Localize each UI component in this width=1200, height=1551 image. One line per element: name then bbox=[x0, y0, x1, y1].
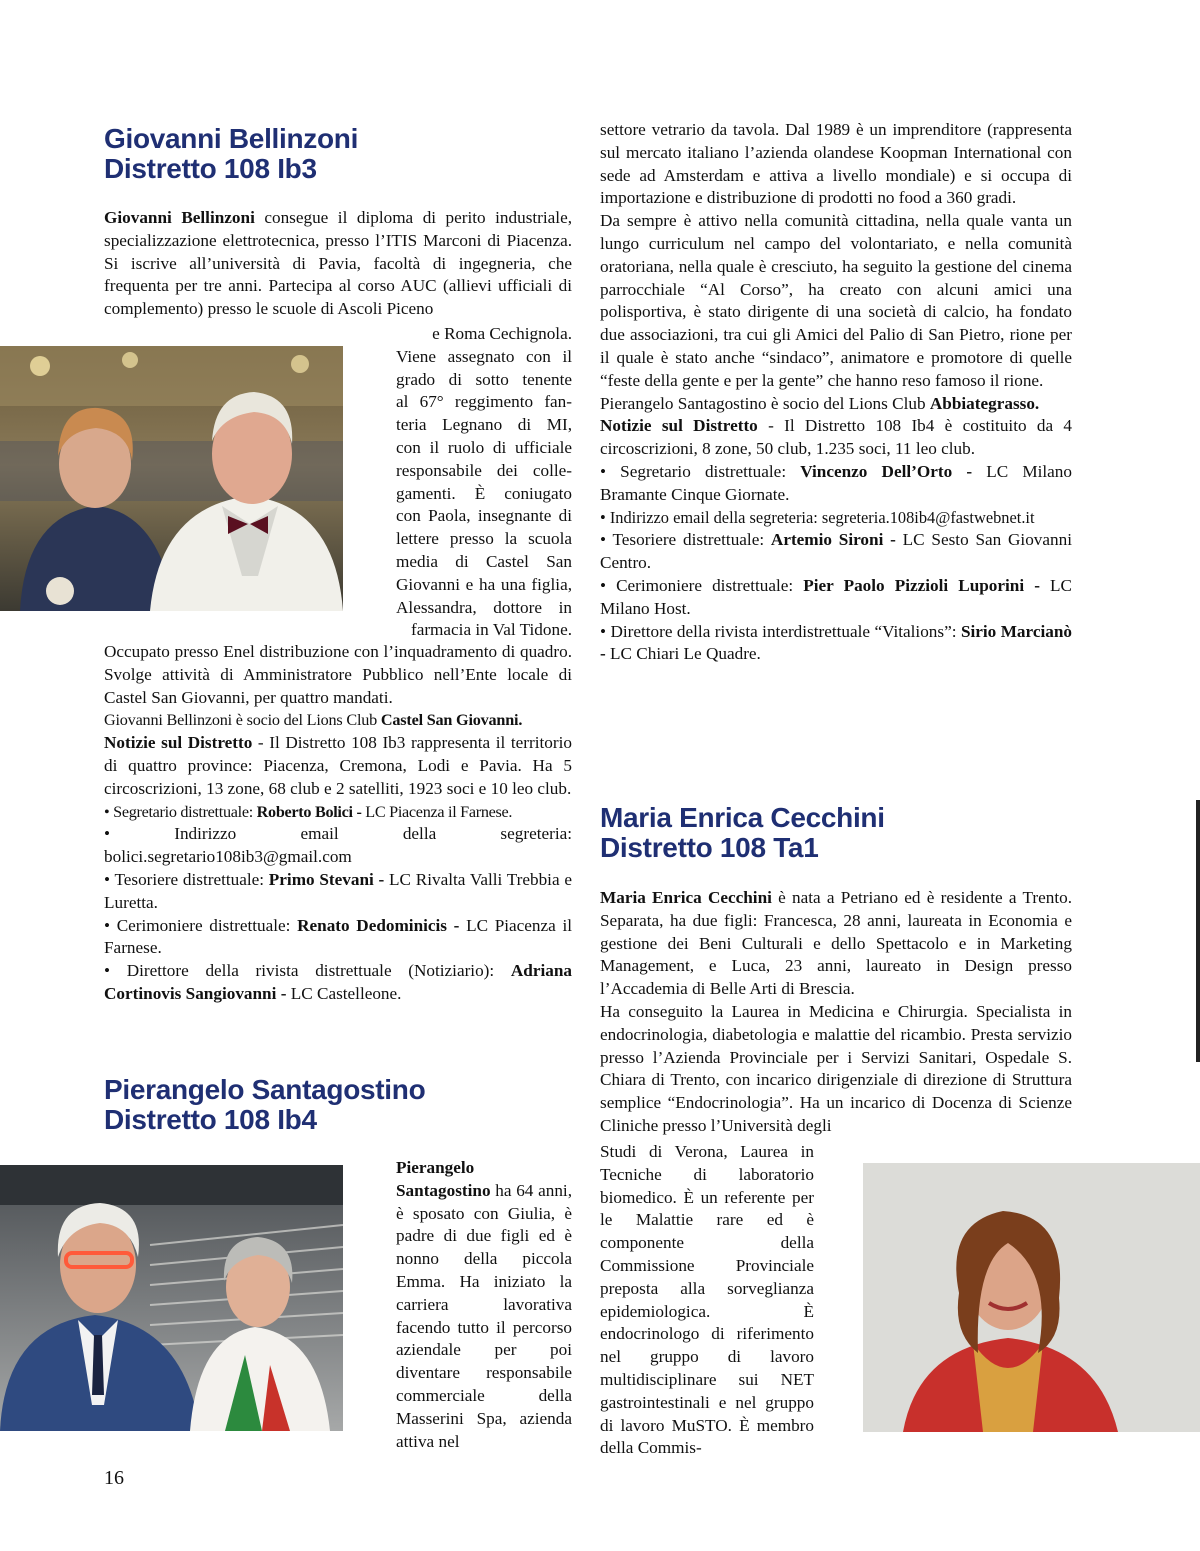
santagostino-director-club: LC Chiari Le Quadre. bbox=[605, 644, 761, 664]
cecchini-photo bbox=[863, 1163, 1200, 1432]
santagostino-member-text: Pierangelo Santagostino è socio del Lions Club bbox=[600, 393, 930, 413]
cecchini-district: Distretto 108 Ta1 bbox=[600, 832, 819, 863]
santagostino-secretary-club: LC Milano Bramante Cinque Giornate. bbox=[600, 461, 1072, 504]
bellinzoni-side-line: al 67° reggimento fan- bbox=[396, 392, 572, 412]
bellinzoni-ceremony-club: LC Piacenza il Farnese. bbox=[104, 915, 572, 958]
santagostino-intro bbox=[396, 1157, 572, 1453]
bellinzoni-secretary-club: LC Piacenza il Farnese. bbox=[361, 802, 513, 821]
bellinzoni-side-line: con il ruolo di ufficiale bbox=[396, 437, 572, 457]
bellinzoni-notizie-text: - Il Distretto 108 Ib3 rappresenta il territorio di quattro province: Piacenza, Cremona, Lodi e Pavia. Ha 5 circoscrizioni, 13 zone, 68 club e 2 satelliti, 1923 soci e 10 leo club. bbox=[104, 733, 572, 798]
santagostino-member-club: Abbiategrasso. bbox=[929, 393, 1040, 413]
bellinzoni-notizie bbox=[104, 732, 572, 800]
bellinzoni-director bbox=[104, 960, 572, 1006]
santagostino-community: Da sempre è attivo nella comunità cittadina, nella quale vanta un lungo curriculum nel campo del volontariato, e nella comunità oratoriana, nella quale è cresciuto, ha seguito la gestione del cinema parrocchiale “Al Corso”, ha creato con alcuni amici una polisportiva, è stato dirigente di una società di calcio, ha fondato due associazioni, tra cui gli Amici del Palio di San Pietro, rione per il quale è stato anche “sindaco”, animatore e promotore di quelle “feste della gente e per la gente” che hanno reso famoso il rione. bbox=[600, 211, 1072, 390]
santagostino-director-name: Sirio Marcianò - bbox=[600, 621, 1072, 664]
santagostino-treasurer bbox=[600, 529, 1072, 575]
bellinzoni-side-line: media di Castel San bbox=[396, 551, 572, 571]
cecchini-intro bbox=[600, 887, 1072, 1001]
santagostino-photo-image bbox=[0, 1165, 343, 1431]
cecchini-side-text bbox=[600, 1141, 814, 1460]
santagostino-heading bbox=[104, 1075, 524, 1135]
santagostino-treasurer-label: • Tesoriere distrettuale: bbox=[600, 530, 771, 550]
page-number: 16 bbox=[104, 1467, 124, 1489]
bellinzoni-side-line: lettere presso la scuola bbox=[396, 529, 572, 549]
cecchini-medicine: Ha conseguito la Laurea in Medicina e Chirurgia. Specialista in endocrinologia, diabetologia e malattie del ricambio. Presta servizio presso l’Azienda Provinciale per i Servizi Sanitari, Ospedale S. Chiara di Trento, con incarico dirigenziale di direzione di Struttura semplice “Endocrinologia”. Ha un incarico di Docenza di Scienze Cliniche presso l’Università degli bbox=[600, 1001, 1072, 1135]
bellinzoni-intro bbox=[104, 207, 572, 321]
santagostino-ceremony-club: LC Milano Host. bbox=[600, 575, 1072, 618]
bellinzoni-treasurer-label: • Tesoriere distrettuale: bbox=[104, 869, 269, 889]
santagostino-member bbox=[600, 393, 1072, 416]
bellinzoni-member bbox=[104, 709, 572, 732]
bellinzoni-side-text bbox=[351, 323, 572, 642]
santagostino-ceremony bbox=[600, 575, 1072, 621]
santagostino-intro-name: Pierangelo Santagostino bbox=[396, 1158, 491, 1200]
bellinzoni-side-line: gamenti. È coniugato bbox=[396, 483, 572, 503]
santagostino-director bbox=[600, 621, 1072, 667]
santagostino-photo bbox=[0, 1165, 343, 1431]
bellinzoni-member-club: Castel San Giovanni. bbox=[380, 711, 523, 730]
bellinzoni-director-label: • Direttore della rivista distrettuale (Notiziario): bbox=[104, 961, 511, 981]
santagostino-secretary bbox=[600, 461, 1072, 507]
bellinzoni-intro-text: consegue il diploma di perito industriale, specializzazione elettrotecnica, presso l’ITIS Marconi di Piacenza. Si iscrive all’università di Pavia, facoltà di ingegneria, che frequenta per tre anni. Partecipa al corso AUC (allievi ufficiali di complemento) presso le scuole di Ascoli Piceno bbox=[104, 208, 572, 319]
santagostino-district: Distretto 108 Ib4 bbox=[104, 1104, 317, 1135]
bellinzoni-intro-name: Giovanni Bellinzoni bbox=[104, 208, 255, 227]
bellinzoni-side-line: e Roma Cechignola. bbox=[432, 324, 572, 343]
santagostino-treasurer-name: Artemio Sironi - bbox=[770, 530, 896, 550]
cecchini-body bbox=[600, 887, 1072, 1138]
santagostino-notizie-label: Notizie sul Distretto bbox=[600, 416, 758, 436]
cecchini-side: Studi di Verona, Laurea in Tecniche di laboratorio biomedico. È un referente per le Malattie rare ed è componente della Commissione Provinciale preposta alla sorveglianza epidemiologica. È endocrinologo di riferimento nel gruppo di lavoro multidisciplinare sui NET gastrointestinali e nel gruppo di lavoro MuSTO. È membro della Commis- bbox=[600, 1142, 814, 1458]
bellinzoni-side-line: Giovanni e ha una figlia, bbox=[396, 574, 572, 594]
bellinzoni-treasurer-club: LC Rivalta Valli Trebbia e Luretta. bbox=[104, 869, 572, 912]
santagostino-notizie-text: - Il Distretto 108 Ib4 è costituito da 4 circoscrizioni, 8 zone, 50 club, 1.235 soci, 11 leo club. bbox=[600, 416, 1072, 459]
bellinzoni-ceremony bbox=[104, 915, 572, 961]
bellinzoni-treasurer bbox=[104, 869, 572, 915]
bellinzoni-district: Distretto 108 Ib3 bbox=[104, 153, 317, 184]
cecchini-intro-name: Maria Enrica Cecchini bbox=[600, 888, 772, 907]
bellinzoni-side-line: grado di sotto tenente bbox=[396, 369, 572, 389]
santagostino-name: Pierangelo Santagostino bbox=[104, 1074, 426, 1105]
santagostino-notizie bbox=[600, 415, 1072, 461]
santagostino-director-label: • Direttore della rivista interdistrettuale “Vitalions”: bbox=[600, 621, 961, 641]
bellinzoni-director-name: Adriana Cortinovis Sangiovanni - bbox=[104, 961, 572, 1003]
bellinzoni-treasurer-name: Primo Stevani - bbox=[268, 869, 385, 889]
santagostino-email: • Indirizzo email della segreteria: segreteria.108ib4@fastwebnet.it bbox=[600, 507, 1035, 527]
santagostino-secretary-name: Vincenzo Dell’Orto - bbox=[800, 461, 973, 481]
bellinzoni-email: • Indirizzo email della segreteria: bolici.segretario108ib3@gmail.com bbox=[104, 824, 572, 867]
page-edge-mark bbox=[1196, 800, 1200, 1062]
santagostino-body bbox=[600, 119, 1072, 666]
bellinzoni-ceremony-name: Renato Dedominicis - bbox=[297, 915, 460, 935]
bellinzoni-career: Occupato presso Enel distribuzione con l’inquadramento di quadro. Svolge attività di Amministratore Pubblico nell’Ente locale di Castel San Giovanni, per quattro mandati. bbox=[104, 642, 572, 707]
santagostino-continued: settore vetrario da tavola. Dal 1989 è un imprenditore (rappresenta sul mercato italiano l’azienda olandese Koopman International con sede ad Amsterdam e attiva a livello mondiale) e si occupa di importazione e distribuzione di prodotti no food a 360 gradi. bbox=[600, 120, 1072, 208]
bellinzoni-ceremony-label: • Cerimoniere distrettuale: bbox=[104, 915, 298, 935]
bellinzoni-side-line: Alessandra, dottore in bbox=[396, 597, 572, 617]
bellinzoni-side-line: responsabile dei colle- bbox=[396, 460, 572, 480]
bellinzoni-director-club: LC Castelleone. bbox=[286, 983, 402, 1003]
santagostino-ceremony-name: Pier Paolo Pizzioli Luporini - bbox=[803, 575, 1040, 595]
bellinzoni-photo bbox=[0, 346, 343, 611]
bellinzoni-secretary bbox=[104, 801, 572, 824]
bellinzoni-secretary-name: Roberto Bolici - bbox=[256, 802, 362, 821]
cecchini-intro-text: è nata a Petriano ed è residente a Trento. Separata, ha due figli: Francesca, 28 anni, laureata in Economia e gestione dei Beni Culturali e dello Spettacolo e in Marketing Management, e Luca, 23 anni, laureato in Design presso l’Accademia di Belle Arti di Brescia. bbox=[600, 888, 1072, 999]
bellinzoni-secretary-label: • Segretario distrettuale: bbox=[104, 802, 257, 821]
bellinzoni-side-line: con Paola, insegnante di bbox=[396, 506, 572, 526]
cecchini-heading bbox=[600, 803, 1020, 863]
cecchini-photo-image bbox=[863, 1163, 1200, 1432]
bellinzoni-name: Giovanni Bellinzoni bbox=[104, 123, 359, 154]
bellinzoni-side-line: Viene assegnato con il bbox=[396, 346, 572, 366]
bellinzoni-body bbox=[104, 641, 572, 1006]
bellinzoni-side-line: farmacia in Val Tidone. bbox=[410, 620, 572, 640]
santagostino-secretary-label: • Segretario distrettuale: bbox=[600, 461, 801, 481]
cecchini-name: Maria Enrica Cecchini bbox=[600, 802, 885, 833]
bellinzoni-notizie-label: Notizie sul Distretto bbox=[104, 733, 253, 753]
santagostino-treasurer-club: LC Sesto San Giovanni Centro. bbox=[600, 530, 1072, 573]
bellinzoni-heading bbox=[104, 124, 504, 184]
bellinzoni-side-line: teria Legnano di MI, bbox=[396, 415, 572, 435]
santagostino-intro-text: ha 64 anni, è sposato con Giulia, è padre di due figli ed è nonno della piccola Emma. Ha iniziato la carriera lavorativa facendo tutto il percorso aziendale per poi diventare responsabile commerciale della Masserini Spa, azienda attiva nel bbox=[396, 1180, 572, 1451]
bellinzoni-photo-image bbox=[0, 346, 343, 611]
bellinzoni-member-text: Giovanni Bellinzoni è socio del Lions Club bbox=[104, 711, 381, 730]
santagostino-ceremony-label: • Cerimoniere distrettuale: bbox=[600, 575, 804, 595]
